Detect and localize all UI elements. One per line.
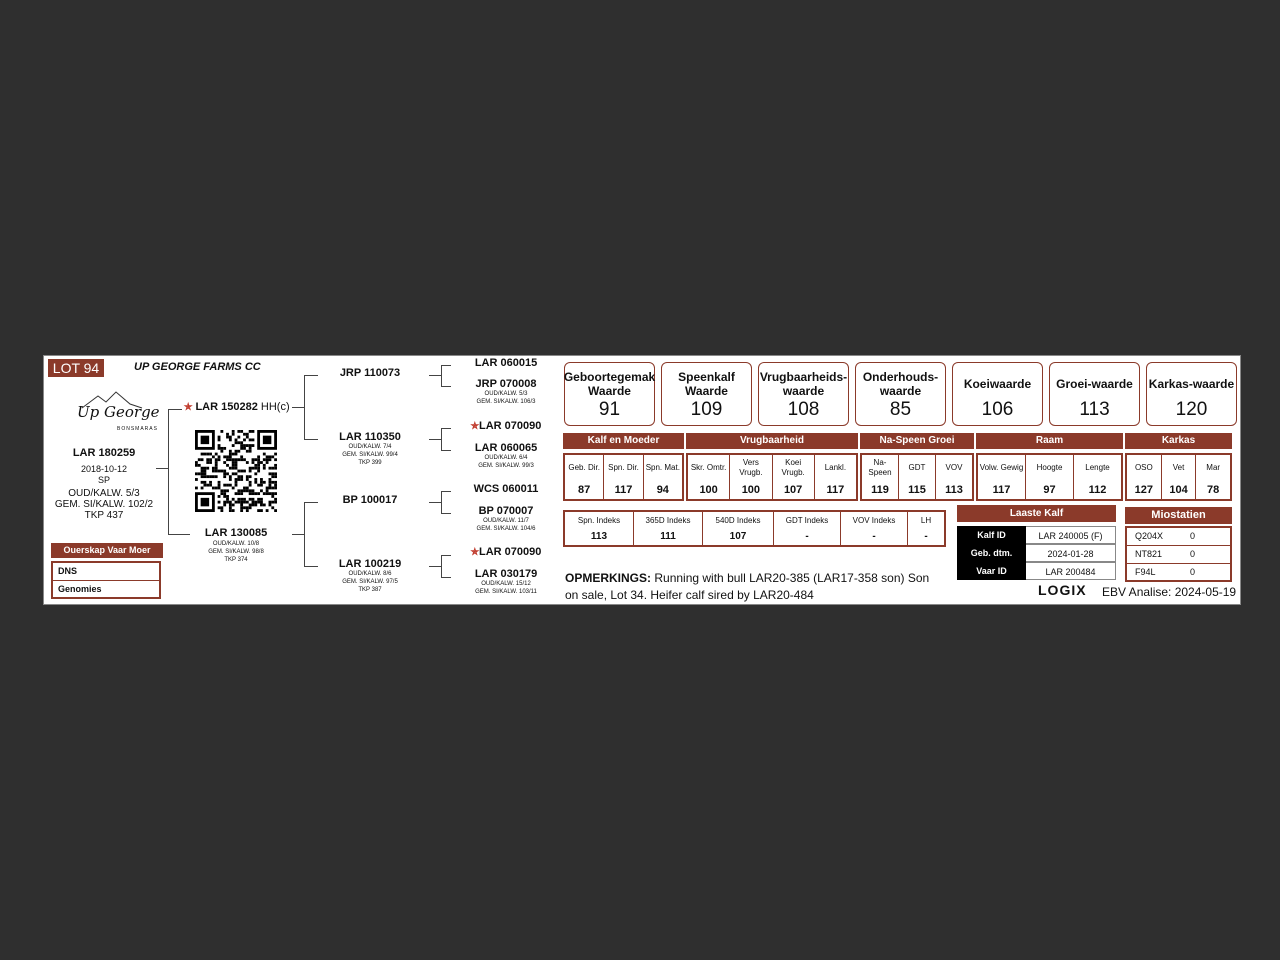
lot-badge: LOT 94 bbox=[48, 359, 104, 377]
sire-suffix: HH(c) bbox=[260, 401, 290, 413]
group-header: Na-Speen Groei bbox=[860, 433, 974, 449]
ped-gen3-id: LAR 060065 bbox=[474, 442, 538, 454]
ped-gen2-line: TKP 387 bbox=[358, 587, 382, 593]
value-box: Koeiwaarde 106 bbox=[952, 362, 1043, 426]
remarks-label: OPMERKINGS: bbox=[565, 571, 652, 585]
ped-gen2-id: LAR 110350 bbox=[339, 431, 401, 443]
ped-gen3-line: GEM. SI/KALW. 103/11 bbox=[475, 589, 537, 595]
ped-gen3-line: GEM. SI/KALW. 104/6 bbox=[476, 526, 536, 532]
ownership-row: Genomies bbox=[53, 580, 159, 598]
ped-gen3-line: OUD/KALW. 6/4 bbox=[484, 455, 528, 461]
ped-gen3-line: GEM. SI/KALW. 106/3 bbox=[476, 399, 536, 405]
ped-gen2-line: OUD/KALW. 7/4 bbox=[348, 444, 392, 450]
ped-gen2-id: LAR 100219 bbox=[338, 558, 402, 570]
value-box: Groei-waarde 113 bbox=[1049, 362, 1140, 426]
remarks-text: Running with bull LAR20-385 (LAR17-358 son) Son on sale, Lot 34. Heifer calf sired by LAR20-484 bbox=[565, 571, 930, 602]
ebv-group: OSO 127 Vet 104 Mar 78 bbox=[1125, 453, 1232, 501]
farm-name: UP GEORGE FARMS CC bbox=[134, 361, 261, 373]
remarks bbox=[565, 570, 945, 604]
dam-id: LAR 130085 bbox=[204, 527, 268, 539]
index-table: Spn. Indeks 113 365D Indeks 111 540D Indeks 107 GDT Indeks - VOV Indeks - LH - bbox=[563, 510, 946, 547]
ped-gen2-line: GEM. SI/KALW. 99/4 bbox=[342, 452, 398, 458]
ownership-box bbox=[51, 561, 161, 599]
last-calf-header: Laaste Kalf bbox=[957, 505, 1116, 522]
value-box: Karkas-waarde 120 bbox=[1146, 362, 1237, 426]
ebv-group: Geb. Dir. 87 Spn. Dir. 117 Spn. Mat. 94 bbox=[563, 453, 684, 501]
ebv-group: Skr. Omtr. 100 Vers Vrugb. 100 Koei Vrugb. 107 Lankl. 117 bbox=[686, 453, 858, 501]
group-header: Karkas bbox=[1125, 433, 1232, 449]
dam-tkp: TKP 374 bbox=[224, 557, 248, 563]
last-calf-table: Kalf ID LAR 240005 (F) Geb. dtm. 2024-01-28 Vaar ID LAR 200484 bbox=[957, 526, 1116, 580]
ped-gen3-line: OUD/KALW. 11/7 bbox=[483, 518, 529, 524]
ped-gen3-id: JRP 070008 bbox=[475, 378, 537, 390]
ped-gen3-line: OUD/KALW. 15/12 bbox=[481, 581, 531, 587]
animal-id: LAR 180259 bbox=[72, 447, 136, 459]
ped-gen2-line: GEM. SI/KALW. 97/5 bbox=[342, 579, 398, 585]
dam-avg-calv: GEM. SI/KALW. 98/8 bbox=[208, 549, 264, 555]
animal-age-calv: OUD/KALW. 5/3 bbox=[68, 488, 140, 499]
group-header: Raam bbox=[976, 433, 1123, 449]
value-box: Vrugbaarheids-waarde 108 bbox=[758, 362, 849, 426]
sire-marker-icon: ✯ bbox=[470, 547, 479, 558]
sire-marker-icon: ✯ bbox=[470, 421, 479, 432]
group-header: Kalf en Moeder bbox=[563, 433, 684, 449]
logo-text: Up George bbox=[77, 403, 160, 421]
animal-avg-calv: GEM. SI/KALW. 102/2 bbox=[54, 499, 154, 510]
ped-gen3-id: BP 070007 bbox=[478, 505, 534, 517]
ownership-row: DNS bbox=[58, 566, 78, 576]
ownership-header: Ouerskap Vaar Moer bbox=[51, 543, 163, 558]
ebv-group: Na-Speen 119 GDT 115 VOV 113 bbox=[860, 453, 974, 501]
ped-gen3-id: LAR 070090 bbox=[479, 420, 542, 432]
group-header: Vrugbaarheid bbox=[686, 433, 858, 449]
qr-code-icon[interactable] bbox=[195, 430, 277, 512]
ped-gen3-line: OUD/KALW. 5/3 bbox=[484, 391, 528, 397]
ped-gen3-line: GEM. SI/KALW. 99/3 bbox=[478, 463, 534, 469]
ped-gen3-id: WCS 060011 bbox=[473, 483, 539, 495]
animal-tkp: TKP 437 bbox=[84, 510, 124, 521]
value-box: Speenkalf Waarde 109 bbox=[661, 362, 752, 426]
birth-date: 2018-10-12 bbox=[80, 464, 128, 474]
dam-age-calv: OUD/KALW. 10/8 bbox=[212, 541, 260, 547]
value-box: Geboortegemak Waarde 91 bbox=[564, 362, 655, 426]
ped-gen3-id: LAR 060015 bbox=[474, 357, 538, 369]
logix-logo: LOGIX bbox=[1038, 582, 1087, 598]
myostatin-table: Q204X 0 NT821 0 F94L 0 bbox=[1125, 526, 1232, 582]
sire-marker-icon: ✯ bbox=[184, 402, 193, 413]
sire-id: LAR 150282 bbox=[195, 401, 258, 413]
ebv-date: EBV Analise: 2024-05-19 bbox=[1102, 585, 1237, 599]
ped-gen2-line: OUD/KALW. 8/6 bbox=[348, 571, 392, 577]
ped-gen3-id: LAR 070090 bbox=[479, 546, 542, 558]
logo-subtext: BONSMARAS bbox=[117, 426, 158, 432]
ped-gen3-id: LAR 030179 bbox=[474, 568, 538, 580]
ped-gen2-line: TKP 399 bbox=[358, 460, 382, 466]
myostatin-header: Miostatien bbox=[1125, 507, 1232, 524]
lot-card bbox=[43, 355, 1241, 605]
ped-gen2-id: JRP 110073 bbox=[339, 367, 401, 379]
ebv-group: Volw. Gewig 117 Hoogte 97 Lengte 112 bbox=[976, 453, 1123, 501]
animal-type: SP bbox=[97, 475, 110, 485]
value-box: Onderhouds-waarde 85 bbox=[855, 362, 946, 426]
ped-gen2-id: BP 100017 bbox=[342, 494, 398, 506]
